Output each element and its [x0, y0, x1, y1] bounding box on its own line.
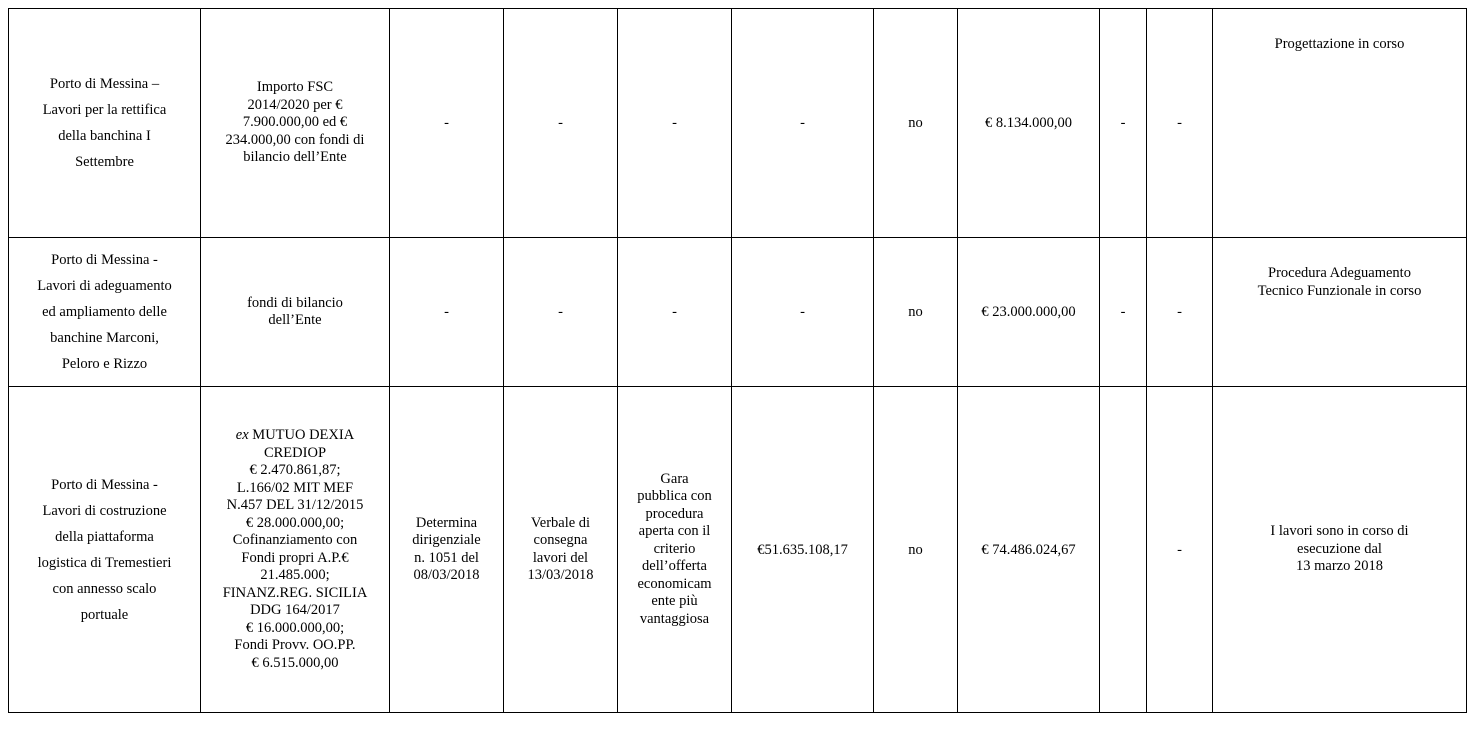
extra-cell-j: - — [1147, 238, 1213, 387]
funding-line: 234.000,00 con fondi di — [225, 131, 365, 148]
intervention-line: ed ampliamento delle — [42, 304, 167, 320]
procedure-line: aperta con il — [638, 523, 711, 540]
delivery-line: Verbale di — [530, 514, 591, 531]
intervention-line: della banchina I — [58, 128, 151, 144]
delivery-cell: - — [504, 238, 618, 387]
funding-line: € 2.470.861,87; — [249, 462, 341, 478]
award-act-cell: - — [390, 9, 504, 238]
funding-line: FINANZ.REG. SICILIA — [222, 584, 368, 601]
funding-line: € 28.000.000,00; — [245, 514, 345, 531]
status-line: Tecnico Funzionale in corso — [1257, 283, 1422, 299]
delivery-cell — [504, 387, 618, 713]
procedure-cell — [618, 387, 732, 713]
funding-line: Cofinanziamento con — [232, 532, 358, 548]
status-line: I lavori sono in corso di — [1270, 523, 1409, 540]
procedure-line: dell’offerta — [642, 558, 707, 575]
award-amount-cell: €51.635.108,17 — [732, 387, 874, 713]
award-act-cell — [390, 387, 504, 713]
total-amount-cell: € 23.000.000,00 — [958, 238, 1100, 387]
funding-line: L.166/02 MIT MEF — [236, 479, 354, 496]
table-row — [9, 238, 1467, 387]
procedure-line: economicam — [637, 575, 712, 592]
funding-line: 21.485.000; — [260, 567, 330, 583]
intervention-line: con annesso scalo — [52, 580, 157, 597]
extra-cell-j: - — [1147, 9, 1213, 238]
public-works-table — [8, 8, 1467, 713]
award-amount-cell: - — [732, 238, 874, 387]
flag-cell: no — [874, 238, 958, 387]
funding-prefix: ex — [235, 427, 249, 443]
intervention-line: Settembre — [75, 154, 134, 170]
status-line: Procedura Adeguamento — [1268, 265, 1411, 281]
table-row — [9, 9, 1467, 238]
award-amount-cell: - — [732, 9, 874, 238]
award-act-line: 08/03/2018 — [413, 567, 480, 583]
intervention-cell — [9, 9, 201, 238]
extra-cell-j: - — [1147, 387, 1213, 713]
delivery-cell: - — [504, 9, 618, 238]
procedure-line: pubblica con — [637, 488, 712, 505]
funding-first-text: MUTUO DEXIA — [248, 427, 355, 443]
funding-line: bilancio dell’Ente — [243, 149, 347, 166]
intervention-line: Lavori di costruzione — [42, 502, 167, 519]
status-cell — [1213, 387, 1467, 713]
intervention-line: logistica di Tremestieri — [37, 554, 172, 571]
funding-line: Fondi propri A.P.€ — [241, 549, 349, 566]
funding-line: 7.900.000,00 ed € — [242, 114, 348, 131]
funding-line: 2014/2020 per € — [247, 96, 343, 113]
intervention-line: Peloro e Rizzo — [61, 356, 148, 372]
total-amount-cell: € 8.134.000,00 — [958, 9, 1100, 238]
award-act-line: n. 1051 del — [414, 549, 479, 566]
procedure-line: Gara — [660, 470, 689, 487]
funding-line: dell’Ente — [268, 312, 322, 328]
intervention-line: Porto di Messina - — [51, 252, 158, 268]
status-line: 13 marzo 2018 — [1296, 558, 1383, 575]
extra-cell-i: - — [1100, 9, 1147, 238]
intervention-cell — [9, 387, 201, 713]
award-act-line: Determina — [415, 514, 478, 531]
delivery-line: lavori del — [532, 549, 589, 566]
status-line: Progettazione in corso — [1274, 36, 1405, 52]
procedure-line: procedura — [645, 505, 704, 522]
award-act-cell: - — [390, 238, 504, 387]
flag-cell: no — [874, 387, 958, 713]
funding-cell — [201, 238, 390, 387]
intervention-line: Lavori per la rettifica — [42, 102, 167, 118]
funding-line: fondi di bilancio — [247, 294, 343, 311]
intervention-line: portuale — [80, 606, 129, 623]
funding-line: € 6.515.000,00 — [251, 654, 339, 671]
extra-cell-i — [1100, 387, 1147, 713]
table-row — [9, 387, 1467, 713]
intervention-cell — [9, 238, 201, 387]
extra-cell-i: - — [1100, 238, 1147, 387]
flag-cell: no — [874, 9, 958, 238]
funding-line: CREDIOP — [263, 444, 327, 461]
intervention-line: Porto di Messina - — [51, 476, 158, 493]
procedure-line: ente più — [651, 593, 698, 610]
procedure-cell: - — [618, 238, 732, 387]
funding-line: Fondi Provv. OO.PP. — [234, 637, 356, 653]
procedure-cell: - — [618, 9, 732, 238]
intervention-line: banchine Marconi, — [50, 330, 159, 346]
status-cell — [1213, 238, 1467, 387]
intervention-line: Lavori di adeguamento — [37, 278, 172, 294]
status-cell — [1213, 9, 1467, 238]
funding-line: DDG 164/2017 — [250, 602, 340, 618]
award-act-line: dirigenziale — [412, 532, 481, 548]
status-line: esecuzione dal — [1297, 540, 1382, 557]
funding-line — [205, 427, 385, 445]
funding-cell — [201, 387, 390, 713]
funding-line: Importo FSC — [256, 79, 334, 96]
procedure-line: criterio — [653, 540, 696, 557]
funding-line: € 16.000.000,00; — [245, 619, 345, 636]
delivery-line: consegna — [533, 532, 588, 548]
procedure-line: vantaggiosa — [639, 610, 710, 627]
intervention-line: della piattaforma — [55, 528, 154, 545]
funding-line: N.457 DEL 31/12/2015 — [226, 497, 364, 513]
delivery-line: 13/03/2018 — [527, 567, 594, 583]
funding-cell — [201, 9, 390, 238]
total-amount-cell: € 74.486.024,67 — [958, 387, 1100, 713]
intervention-line: Porto di Messina – — [49, 76, 160, 92]
